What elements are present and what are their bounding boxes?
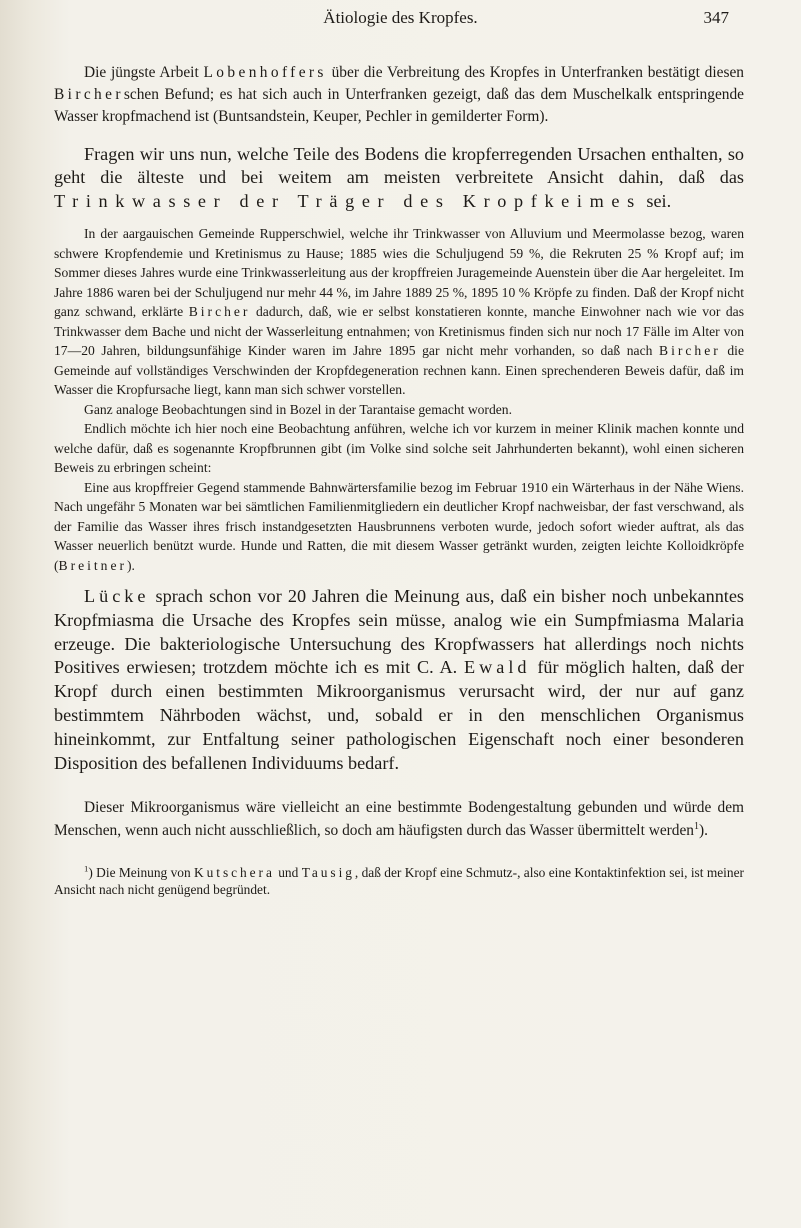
body-text	[54, 62, 744, 899]
author-name: Lobenhoffers	[203, 64, 327, 81]
paragraph-clinic-observation: Endlich möchte ich hier noch eine Beobachtung anführen, welche ich vor kurzem in meiner Klinik machen konnte und welche dafür, daß es sogenannte Kropfbrunnen gibt (im Volke sind solche seit Jahrhunderten bekannt), wohl einen sicheren Beweis zu erbringen scheint:	[54, 421, 744, 475]
footnote-reference: 1	[694, 820, 699, 832]
author-name: Bircher	[54, 86, 124, 104]
paragraph-drinking-water-thesis: Fragen wir uns nun, welche Teile des Bodens die kropferregenden Ursachen enthalten, so geht die älteste und bei weitem am meisten verbreitete Ansicht dahin, daß das Trinkwasser der Träger des Kropfkeimes sei.	[54, 143, 744, 212]
author-name: Tausig	[301, 864, 355, 880]
author-name: Lücke	[84, 586, 150, 606]
footnote-marker: 1	[84, 863, 89, 874]
paragraph-railway-family: Eine aus kropffreier Gegend stammende Bahnwärtersfamilie bezog im Februar 1910 ein Wärterhaus in der Nähe Wiens. Nach ungefähr 5 Monaten war bei sämtlichen Familienmitgliedern ein deutlicher Kropf nachweisbar, der fast verschwand, als der Familie das Wasser ihres frisch instandgesetzten Hausbrunnens verboten wurde, jedoch sofort wieder auftrat, als das Wasser neuerlich benützt wurde. Hunde und Ratten, die mit diesem Wasser getränkt wurden, zeigten leichte Kolloidkröpfe (Breitner).	[54, 479, 744, 573]
paragraph-lobenhoffer: Die jüngste Arbeit Lobenhoffers über die Verbreitung des Kropfes in Unterfranken bestätigt diesen Bircherschen Befund; es hat sich auch in Unterfranken gezeigt, daß das dem Muschelkalk entspringende Wasser kropfmachend ist (Buntsandstein, Keuper, Pechler in gemilderter Form).	[54, 64, 744, 126]
author-name: Bircher	[188, 304, 251, 319]
paragraph-microorganism: Dieser Mikroorganismus wäre vielleicht an eine bestimmte Bodengestaltung gebunden und würde dem Menschen, wenn auch nicht ausschließlich, so doch am häufigsten durch das Wasser übermittelt werden$^1$).	[54, 799, 744, 839]
author-name: Breitner	[58, 557, 128, 573]
author-name: Bircher	[659, 343, 721, 358]
emphasized-phrase: Trinkwasser der Träger des Kropfkeimes	[54, 191, 642, 212]
paragraph-bozel: Ganz analoge Beobachtungen sind in Bozel in der Tarantaise gemacht worden.	[84, 401, 512, 417]
paragraph-rupperschwiel: In der aargauischen Gemeinde Rupperschwiel, welche ihr Trinkwasser von Alluvium und Meermolasse bezog, waren schwere Kropfendemie und Kretinismus zu Hause; 1885 wies die Schuljugend 59 %, die Rekruten 25 % Kropf auf; im Sommer dieses Jahres wurde eine Trinkwasserleitung aus der kropffreien Juragemeinde Auenstein über die Aar hergeleitet. Im Jahre 1886 waren bei der Schuljugend nur mehr 44 %, im Jahre 1889 25 %, 1895 10 % Kröpfe zu finden. Daß der Kropf nicht ganz schwand, erklärte Bircher dadurch, daß, wie er selbst konstatieren konnte, manche Einwohner nach wie vor das Trinkwasser dem Bache und nicht der Wasserleitung entnahmen; von Kretinismus finden sich nur noch 17 Fälle im Alter von 17—20 Jahren, bildungsunfähige Kinder waren im Jahre 1895 gar nicht mehr vorhanden, so daß nach Bircher die Gemeinde auf vollständiges Verschwinden der Kropfdegeneration rechnen kann. Einen sprechenderen Beweis dafür, daß im Wasser die Kropfursache liegt, kann man sich schwer vorstellen.	[54, 226, 745, 397]
page-number: 347	[703, 8, 729, 27]
author-name: Kutschera	[194, 864, 275, 880]
paragraph-kropfmiasma: Lücke sprach schon vor 20 Jahren die Meinung aus, daß ein bisher noch unbekanntes Kropfmiasma die Ursache des Kropfes sein müsse, analog wie ein Sumpfmiasma Malaria erzeuge. Die bakteriologische Untersuchung des Kropfwassers hat allerdings noch nichts Positives erwiesen; trotzdem möchte ich es mit C. A. Ewald für möglich halten, daß der Kropf durch einen bestimmten Mikroorganismus verursacht wird, der nur auf ganz bestimmtem Nährboden wächst, und, sobald er in den menschlichen Organismus hineinkommt, zur Entfaltung seiner pathologischen Eigenschaft noch einer besonderen Disposition des befallenen Individuums bedarf.	[54, 586, 744, 773]
author-name: Ewald	[464, 657, 531, 678]
running-title: Ätiologie des Kropfes.	[323, 8, 478, 27]
page-header	[0, 8, 801, 32]
footnote: $^1$) Die Meinung von Kutschera und Tausig, daß der Kropf eine Schmutz-, also eine Kontaktinfektion sei, ist meiner Ansicht nach nicht genügend begründet.	[54, 863, 745, 898]
